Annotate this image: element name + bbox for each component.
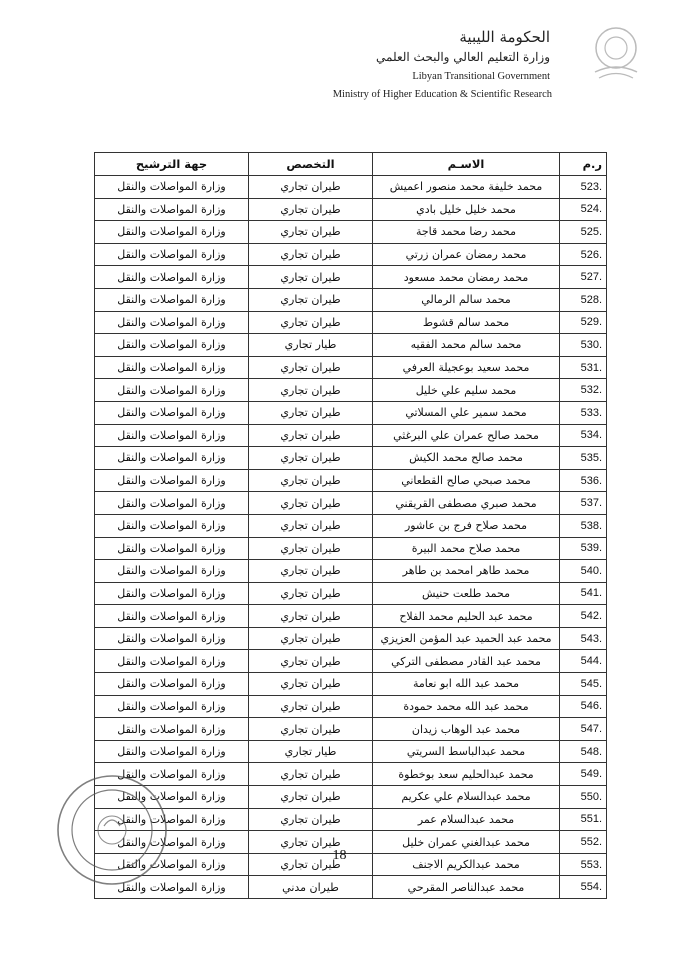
row-destination: وزارة المواصلات والنقل bbox=[95, 243, 249, 266]
row-name: محمد سعيد بوعجيلة العرفي bbox=[373, 356, 560, 379]
row-destination: وزارة المواصلات والنقل bbox=[95, 356, 249, 379]
row-destination: وزارة المواصلات والنقل bbox=[95, 447, 249, 470]
row-name: محمد عبدالكريم الاجنف bbox=[373, 853, 560, 876]
row-name: محمد عبد الله محمد حمودة bbox=[373, 695, 560, 718]
row-name: محمد عبد الحميد عبد المؤمن العزيزي bbox=[373, 627, 560, 650]
row-destination: وزارة المواصلات والنقل bbox=[95, 176, 249, 199]
row-number: .553 bbox=[560, 853, 607, 876]
table-row bbox=[95, 650, 607, 673]
row-specialty: طيران تجاري bbox=[249, 221, 373, 244]
row-name: محمد رمضان محمد مسعود bbox=[373, 266, 560, 289]
row-name: محمد رمضان عمران زرتي bbox=[373, 243, 560, 266]
row-number: .530 bbox=[560, 334, 607, 357]
table-row bbox=[95, 492, 607, 515]
row-number: .533 bbox=[560, 401, 607, 424]
page-number: 18 bbox=[332, 848, 347, 863]
row-specialty: طيران تجاري bbox=[249, 560, 373, 583]
row-destination: وزارة المواصلات والنقل bbox=[95, 876, 249, 899]
row-destination: وزارة المواصلات والنقل bbox=[95, 718, 249, 741]
row-destination: وزارة المواصلات والنقل bbox=[95, 379, 249, 402]
row-specialty: طيران مدني bbox=[249, 876, 373, 899]
row-destination: وزارة المواصلات والنقل bbox=[95, 740, 249, 763]
row-specialty: طيران تجاري bbox=[249, 763, 373, 786]
row-number: .534 bbox=[560, 424, 607, 447]
row-name: محمد عبدالحليم سعد بوخطوة bbox=[373, 763, 560, 786]
row-name: محمد سليم علي خليل bbox=[373, 379, 560, 402]
row-number: .531 bbox=[560, 356, 607, 379]
row-number: .552 bbox=[560, 831, 607, 854]
row-number: .537 bbox=[560, 492, 607, 515]
row-name: محمد خليل خليل بادي bbox=[373, 198, 560, 221]
table-row bbox=[95, 560, 607, 583]
row-name: محمد عبد القادر مصطفى التركي bbox=[373, 650, 560, 673]
row-specialty: طيران تجاري bbox=[249, 469, 373, 492]
header-destination: جهة الترشيح bbox=[95, 153, 249, 176]
header-specialty: التخصص bbox=[249, 153, 373, 176]
table-row bbox=[95, 243, 607, 266]
row-destination: وزارة المواصلات والنقل bbox=[95, 673, 249, 696]
row-specialty: طيران تجاري bbox=[249, 695, 373, 718]
row-number: .532 bbox=[560, 379, 607, 402]
table-row bbox=[95, 627, 607, 650]
row-number: .550 bbox=[560, 786, 607, 809]
table-row bbox=[95, 514, 607, 537]
table-row bbox=[95, 379, 607, 402]
row-number: .523 bbox=[560, 176, 607, 199]
row-specialty: طيران تجاري bbox=[249, 514, 373, 537]
row-name: محمد صالح محمد الكيش bbox=[373, 447, 560, 470]
row-destination: وزارة المواصلات والنقل bbox=[95, 582, 249, 605]
row-specialty: طيار تجاري bbox=[249, 334, 373, 357]
official-stamp-icon bbox=[52, 770, 172, 890]
table-row bbox=[95, 695, 607, 718]
row-number: .545 bbox=[560, 673, 607, 696]
row-number: .547 bbox=[560, 718, 607, 741]
row-specialty: طيران تجاري bbox=[249, 356, 373, 379]
row-number: .544 bbox=[560, 650, 607, 673]
table-row bbox=[95, 605, 607, 628]
row-specialty: طيران تجاري bbox=[249, 831, 373, 854]
row-destination: وزارة المواصلات والنقل bbox=[95, 650, 249, 673]
row-specialty: طيران تجاري bbox=[249, 198, 373, 221]
row-name: محمد سالم قشوط bbox=[373, 311, 560, 334]
header-english-ministry: Ministry of Higher Education & Scientific Research bbox=[332, 89, 552, 100]
row-destination: وزارة المواصلات والنقل bbox=[95, 605, 249, 628]
row-number: .541 bbox=[560, 582, 607, 605]
row-specialty: طيران تجاري bbox=[249, 176, 373, 199]
row-specialty: طيران تجاري bbox=[249, 243, 373, 266]
row-destination: وزارة المواصلات والنقل bbox=[95, 786, 249, 809]
row-destination: وزارة المواصلات والنقل bbox=[95, 853, 249, 876]
row-number: .554 bbox=[560, 876, 607, 899]
row-name: محمد صبحي صالح القطعاني bbox=[373, 469, 560, 492]
row-specialty: طيران تجاري bbox=[249, 853, 373, 876]
row-number: .536 bbox=[560, 469, 607, 492]
table-row bbox=[95, 356, 607, 379]
row-number: .529 bbox=[560, 311, 607, 334]
row-name: محمد خليفة محمد منصور اعميش bbox=[373, 176, 560, 199]
row-specialty: طيران تجاري bbox=[249, 786, 373, 809]
row-number: .528 bbox=[560, 288, 607, 311]
row-specialty: طيران تجاري bbox=[249, 582, 373, 605]
row-specialty: طيران تجاري bbox=[249, 288, 373, 311]
row-specialty: طيران تجاري bbox=[249, 311, 373, 334]
row-number: .542 bbox=[560, 605, 607, 628]
document-header bbox=[250, 14, 670, 104]
row-destination: وزارة المواصلات والنقل bbox=[95, 334, 249, 357]
row-destination: وزارة المواصلات والنقل bbox=[95, 311, 249, 334]
table-row bbox=[95, 537, 607, 560]
row-specialty: طيران تجاري bbox=[249, 266, 373, 289]
table-row bbox=[95, 198, 607, 221]
row-specialty: طيران تجاري bbox=[249, 650, 373, 673]
row-destination: وزارة المواصلات والنقل bbox=[95, 198, 249, 221]
row-specialty: طيران تجاري bbox=[249, 808, 373, 831]
header-arabic-ministry: وزارة التعليم العالي والبحث العلمي bbox=[376, 50, 550, 64]
row-number: .549 bbox=[560, 763, 607, 786]
row-specialty: طيران تجاري bbox=[249, 424, 373, 447]
row-destination: وزارة المواصلات والنقل bbox=[95, 221, 249, 244]
table-row bbox=[95, 334, 607, 357]
row-name: محمد عبدالناصر المقرحي bbox=[373, 876, 560, 899]
row-number: .543 bbox=[560, 627, 607, 650]
row-name: محمد صلاح فرج بن عاشور bbox=[373, 514, 560, 537]
row-name: محمد عبدالسلام عمر bbox=[373, 808, 560, 831]
row-number: .551 bbox=[560, 808, 607, 831]
row-name: محمد رضا محمد قاجة bbox=[373, 221, 560, 244]
row-name: محمد طلعت حنيش bbox=[373, 582, 560, 605]
header-num: ر.م bbox=[560, 153, 607, 176]
table-row bbox=[95, 469, 607, 492]
row-specialty: طيران تجاري bbox=[249, 401, 373, 424]
table-header-row bbox=[95, 153, 607, 176]
row-number: .535 bbox=[560, 447, 607, 470]
row-name: محمد صالح عمران علي البرغثي bbox=[373, 424, 560, 447]
table-row bbox=[95, 718, 607, 741]
row-name: محمد عبد الحليم محمد الفلاح bbox=[373, 605, 560, 628]
row-number: .548 bbox=[560, 740, 607, 763]
row-specialty: طيران تجاري bbox=[249, 627, 373, 650]
row-destination: وزارة المواصلات والنقل bbox=[95, 469, 249, 492]
table-row bbox=[95, 582, 607, 605]
table-row bbox=[95, 447, 607, 470]
row-number: .540 bbox=[560, 560, 607, 583]
table-row bbox=[95, 311, 607, 334]
row-number: .538 bbox=[560, 514, 607, 537]
row-name: محمد عبدالغني عمران خليل bbox=[373, 831, 560, 854]
row-destination: وزارة المواصلات والنقل bbox=[95, 560, 249, 583]
row-name: محمد عبدالسلام علي عكريم bbox=[373, 786, 560, 809]
row-number: .526 bbox=[560, 243, 607, 266]
row-specialty: طيران تجاري bbox=[249, 492, 373, 515]
row-specialty: طيران تجاري bbox=[249, 605, 373, 628]
row-number: .527 bbox=[560, 266, 607, 289]
row-name: محمد عبدالباسط السريتي bbox=[373, 740, 560, 763]
row-destination: وزارة المواصلات والنقل bbox=[95, 514, 249, 537]
row-name: محمد طاهر امحمد بن طاهر bbox=[373, 560, 560, 583]
row-specialty: طيران تجاري bbox=[249, 718, 373, 741]
header-arabic-government: الحكومة الليبية bbox=[459, 28, 550, 46]
row-destination: وزارة المواصلات والنقل bbox=[95, 763, 249, 786]
row-number: .525 bbox=[560, 221, 607, 244]
row-specialty: طيران تجاري bbox=[249, 673, 373, 696]
row-specialty: طيران تجاري bbox=[249, 379, 373, 402]
row-specialty: طيران تجاري bbox=[249, 537, 373, 560]
table-row bbox=[95, 176, 607, 199]
row-name: محمد صبري مصطفى القريقني bbox=[373, 492, 560, 515]
row-destination: وزارة المواصلات والنقل bbox=[95, 492, 249, 515]
row-specialty: طيار تجاري bbox=[249, 740, 373, 763]
row-specialty: طيران تجاري bbox=[249, 447, 373, 470]
table-row bbox=[95, 401, 607, 424]
header-name: الاسـم bbox=[373, 153, 560, 176]
row-destination: وزارة المواصلات والنقل bbox=[95, 288, 249, 311]
row-destination: وزارة المواصلات والنقل bbox=[95, 537, 249, 560]
row-destination: وزارة المواصلات والنقل bbox=[95, 627, 249, 650]
row-destination: وزارة المواصلات والنقل bbox=[95, 266, 249, 289]
row-destination: وزارة المواصلات والنقل bbox=[95, 808, 249, 831]
row-name: محمد سالم محمد الفقيه bbox=[373, 334, 560, 357]
table-row bbox=[95, 424, 607, 447]
row-destination: وزارة المواصلات والنقل bbox=[95, 401, 249, 424]
row-destination: وزارة المواصلات والنقل bbox=[95, 424, 249, 447]
row-number: .539 bbox=[560, 537, 607, 560]
row-name: محمد عبد الوهاب زيدان bbox=[373, 718, 560, 741]
row-name: محمد سالم الرمالي bbox=[373, 288, 560, 311]
table-row bbox=[95, 288, 607, 311]
row-number: .546 bbox=[560, 695, 607, 718]
table-row bbox=[95, 266, 607, 289]
row-destination: وزارة المواصلات والنقل bbox=[95, 831, 249, 854]
row-number: .524 bbox=[560, 198, 607, 221]
row-name: محمد عبد الله ابو نعامة bbox=[373, 673, 560, 696]
row-name: محمد سمير علي المسلاتي bbox=[373, 401, 560, 424]
row-destination: وزارة المواصلات والنقل bbox=[95, 695, 249, 718]
table-row bbox=[95, 673, 607, 696]
header-english-government: Libyan Transitional Government bbox=[412, 71, 550, 82]
row-name: محمد صلاح محمد البيرة bbox=[373, 537, 560, 560]
table-row bbox=[95, 740, 607, 763]
table-row bbox=[95, 221, 607, 244]
